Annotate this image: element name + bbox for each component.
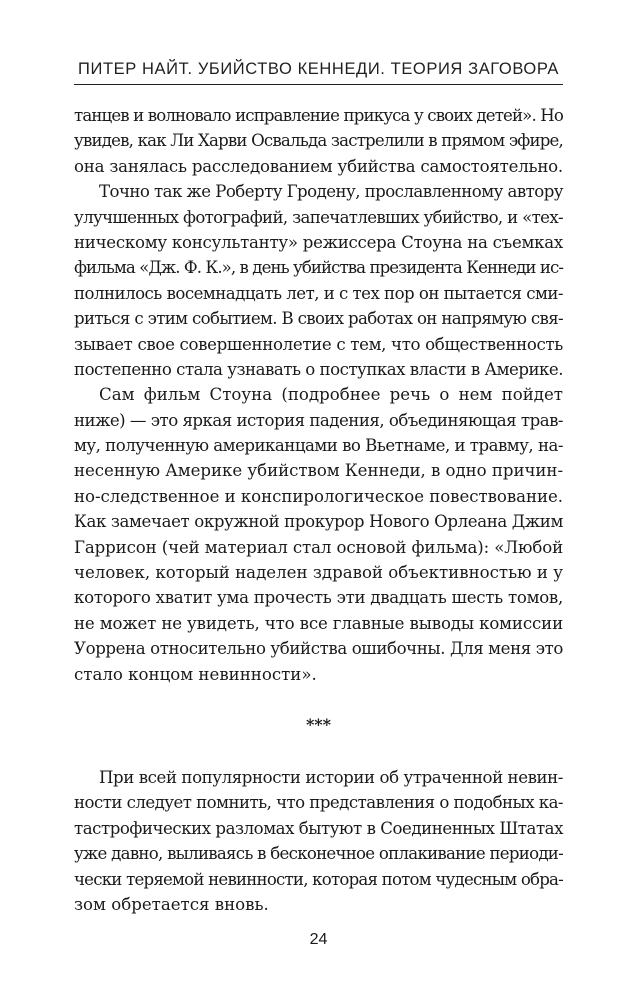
main-text — [74, 103, 563, 687]
text-line: му, полученную американцами во Вьетнаме, и травму, на- — [74, 436, 563, 456]
text-line: стало концом невинности». — [74, 664, 317, 684]
text-line: Гаррисон (чей материал стал основой фильма): «Любой — [74, 537, 564, 557]
text-line: тастрофических разломах бытуют в Соединенных Штатах — [74, 818, 563, 838]
text-line: Сам фильм Стоуна (подробнее речь о нем пойдет — [99, 385, 563, 405]
text-line: фильма «Дж. Ф. К.», в день убийства президента Кеннеди ис- — [74, 258, 564, 278]
text-line: ническому консультанту» режиссера Стоуна на съемках — [74, 232, 564, 252]
text-line: риться с этим событием. В своих работах он напрямую свя- — [74, 309, 563, 329]
text-line: ниже) — это яркая история падения, объединяющая трав- — [74, 410, 563, 430]
text-line: не может не увидеть, что все главные выводы комиссии — [74, 613, 563, 633]
main-text-continued — [74, 765, 563, 917]
text-line: несенную Америке убийством Кеннеди, в одно причин- — [74, 461, 564, 481]
text-line: При всей популярности истории об утраченной невин- — [99, 768, 563, 787]
text-line: Точно так же Роберту Гродену, прославленному автору — [99, 182, 563, 202]
text-line: Уоррена относительно убийства ошибочны. Для меня это — [74, 639, 563, 659]
text-line: танцев и волновало исправление прикуса у своих детей». Но — [74, 106, 563, 125]
text-line: зом обретается вновь. — [74, 894, 269, 914]
text-line: зывает свое совершеннолетие с тем, что общественность — [74, 334, 563, 354]
text-line: уже давно, выливаясь в бесконечное оплакивание периоди- — [74, 844, 563, 864]
text-line: постепенно стала узнавать о поступках власти в Америке. — [74, 359, 563, 379]
text-line: чески теряемой невинности, которая потом чудесным обра- — [74, 869, 563, 889]
text-line: она занялась расследованием убийства самостоятельно. — [74, 156, 563, 176]
text-line: Как замечает окружной прокурор Нового Орлеана Джим — [74, 512, 563, 532]
text-line: улучшенных фотографий, запечатлевших убийство, и «тех- — [74, 207, 563, 227]
section-separator: *** — [305, 715, 332, 734]
text-line: человек, который наделен здравой объективностью и у — [74, 563, 563, 583]
text-line: которого хватит ума прочесть эти двадцать шесть томов, — [74, 588, 563, 608]
text-line: ности следует помнить, что представления о подобных ка- — [74, 793, 563, 813]
text-line: но-следственное и конспирологическое повествование. — [74, 486, 563, 506]
text-line: увидев, как Ли Харви Освальда застрелили в прямом эфире, — [74, 131, 563, 151]
running-header: ПИТЕР НАЙТ. УБИЙСТВО КЕННЕДИ. ТЕОРИЯ ЗАГОВОРА — [78, 60, 559, 78]
page-number: 24 — [309, 931, 328, 948]
header-rule — [74, 84, 563, 85]
text-line: полнилось восемнадцать лет, и с тех пор он пытается сми- — [74, 283, 563, 303]
